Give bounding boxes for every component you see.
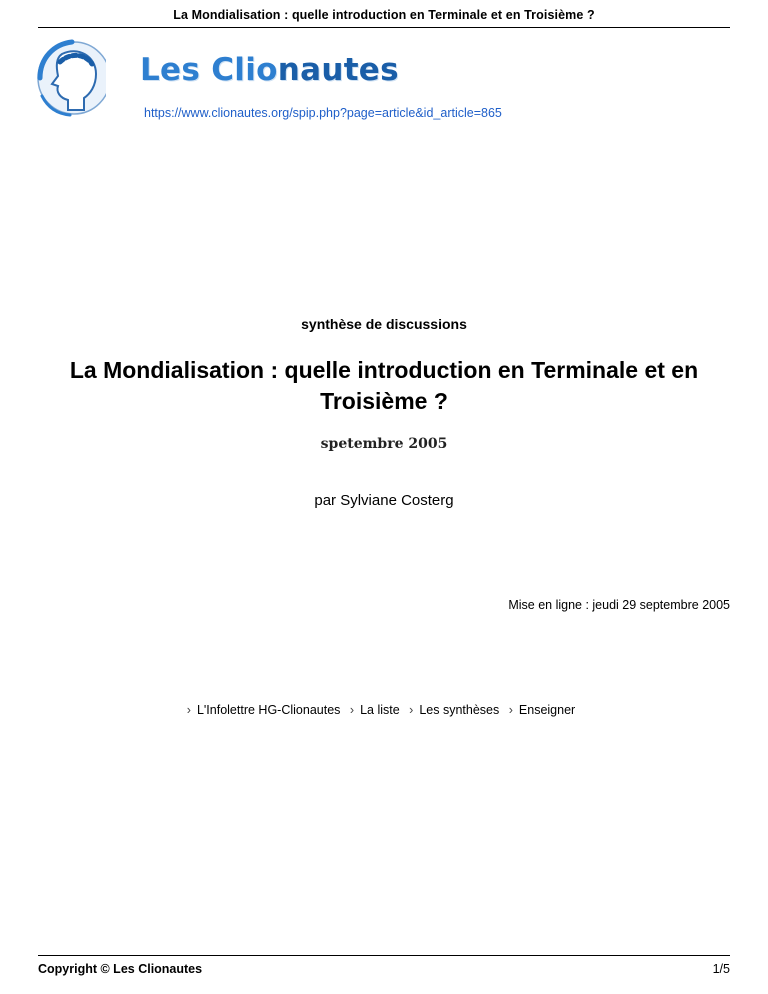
breadcrumb-item-syntheses[interactable]: Les synthèses [419,703,500,717]
breadcrumb-chevron-icon: › [349,703,355,717]
article-title: La Mondialisation : quelle introduction en Terminale et en Troisième ? [69,357,699,414]
clionautes-logo-icon [34,38,106,118]
page-number: 1/5 [712,962,730,976]
breadcrumb-item-infolettre[interactable]: L'Infolettre HG-Clionautes [196,703,341,717]
header-divider [38,27,730,28]
breadcrumb [0,703,768,717]
logo-text-part1: Les Clio [140,52,278,88]
article-date: spetembre 2005 [320,436,448,452]
breadcrumb-chevron-icon: › [186,703,191,717]
publication-date: Mise en ligne : jeudi 29 septembre 2005 [508,598,730,612]
breadcrumb-chevron-icon: › [409,703,414,717]
running-header-title: La Mondialisation : quelle introduction en Terminale et en Troisième ? [173,8,595,22]
breadcrumb-item-enseigner[interactable]: Enseigner [518,703,576,717]
footer-copyright: Copyright © Les Clionautes [38,962,203,976]
site-logo-wordmark[interactable] [140,52,399,88]
footer-divider [38,955,730,956]
breadcrumb-item-la-liste[interactable]: La liste [360,703,400,717]
logo-text-part2: nautes [277,52,399,88]
article-author: par Sylviane Costerg [314,492,454,509]
breadcrumb-chevron-icon: › [508,703,513,717]
article-url-link[interactable]: https://www.clionautes.org/spip.php?page=article&id_article=865 [144,106,502,120]
article-kicker: synthèse de discussions [301,316,467,332]
